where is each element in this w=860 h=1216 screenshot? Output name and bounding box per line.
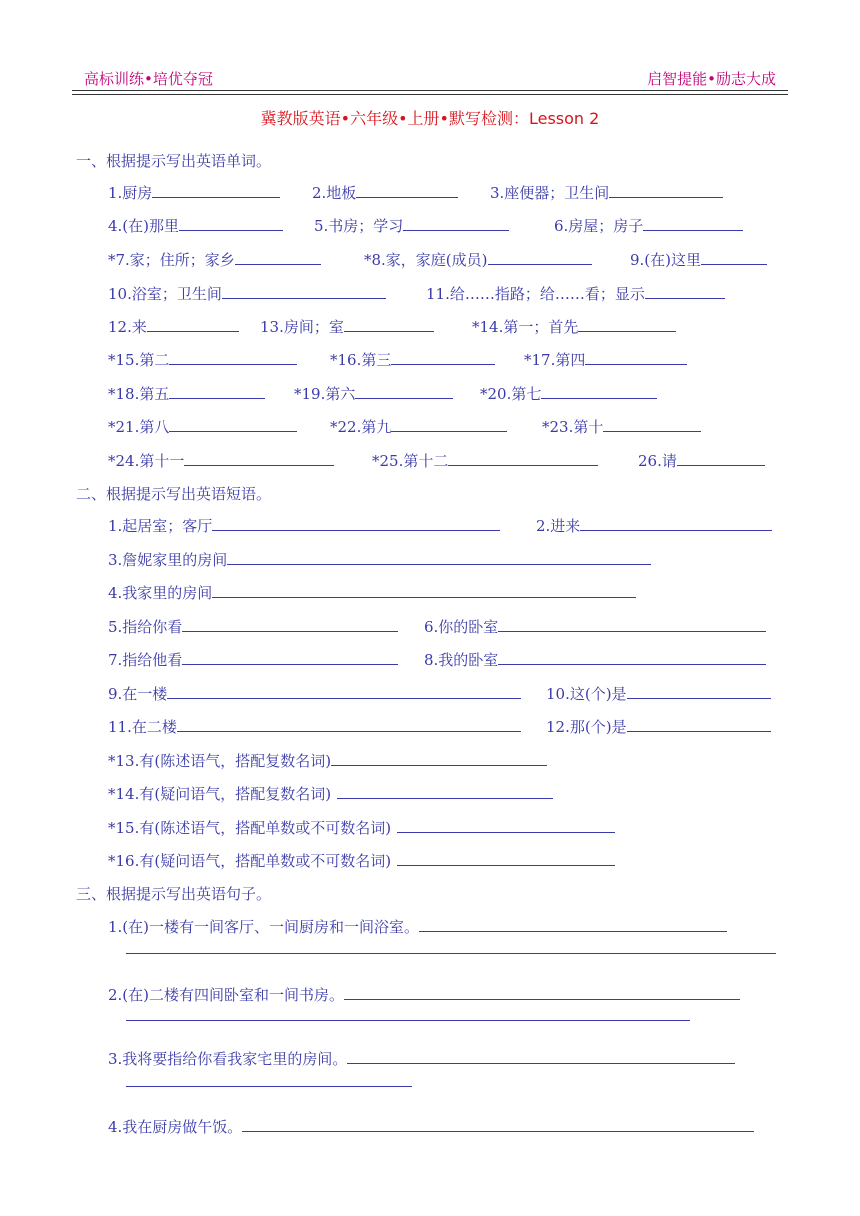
answer-blank[interactable] xyxy=(645,283,725,299)
answer-blank[interactable] xyxy=(177,716,521,732)
answer-blank[interactable] xyxy=(337,783,553,799)
answer-blank[interactable] xyxy=(488,249,592,265)
header-rule-thick xyxy=(72,90,788,91)
answer-blank[interactable] xyxy=(169,416,297,432)
word-item: *8.家，家庭(成员) xyxy=(364,249,592,271)
answer-blank[interactable] xyxy=(167,683,521,699)
phrase-item: 9.在一楼 xyxy=(108,683,521,705)
word-item: *16.第三 xyxy=(330,349,495,371)
sentence-item: 4.我在厨房做午饭。 xyxy=(108,1116,754,1138)
answer-continuation-line[interactable] xyxy=(126,1084,412,1087)
word-item: 13.房间；室 xyxy=(260,316,434,338)
answer-blank[interactable] xyxy=(347,1048,735,1064)
answer-blank[interactable] xyxy=(498,616,766,632)
answer-blank[interactable] xyxy=(235,249,321,265)
phrase-item: *15.有(陈述语气，搭配单数或不可数名词) xyxy=(108,817,615,839)
word-item: 4.(在)那里 xyxy=(108,215,283,237)
answer-blank[interactable] xyxy=(701,249,767,265)
word-item: *15.第二 xyxy=(108,349,297,371)
word-item: 3.座便器；卫生间 xyxy=(490,182,723,204)
sentence-item: 2.(在)二楼有四间卧室和一间书房。 xyxy=(108,984,740,1006)
answer-blank[interactable] xyxy=(397,817,615,833)
word-item: *25.第十二 xyxy=(372,450,598,472)
phrase-item: 5.指给你看 xyxy=(108,616,398,638)
word-item: *23.第十 xyxy=(542,416,701,438)
answer-blank[interactable] xyxy=(184,450,334,466)
word-item: *22.第九 xyxy=(330,416,507,438)
answer-blank[interactable] xyxy=(179,215,283,231)
word-item: 12.来 xyxy=(108,316,239,338)
answer-blank[interactable] xyxy=(391,416,507,432)
answer-blank[interactable] xyxy=(397,850,615,866)
section3-heading: 三、根据提示写出英语句子。 xyxy=(76,885,272,903)
word-item: *24.第十一 xyxy=(108,450,334,472)
word-item: 9.(在)这里 xyxy=(630,249,767,271)
answer-continuation-line[interactable] xyxy=(126,1018,690,1021)
answer-blank[interactable] xyxy=(448,450,598,466)
answer-blank[interactable] xyxy=(403,215,509,231)
word-item: *21.第八 xyxy=(108,416,297,438)
phrase-item: 11.在二楼 xyxy=(108,716,521,738)
phrase-item: 12.那(个)是 xyxy=(546,716,771,738)
word-item: *14.第一；首先 xyxy=(472,316,676,338)
answer-blank[interactable] xyxy=(580,515,772,531)
phrase-item: 7.指给他看 xyxy=(108,649,398,671)
word-item: 1.厨房 xyxy=(108,182,280,204)
answer-blank[interactable] xyxy=(212,582,636,598)
answer-blank[interactable] xyxy=(498,649,766,665)
section2-heading: 二、根据提示写出英语短语。 xyxy=(76,485,272,503)
answer-blank[interactable] xyxy=(222,283,386,299)
phrase-item: 8.我的卧室 xyxy=(424,649,766,671)
answer-blank[interactable] xyxy=(627,683,771,699)
answer-blank[interactable] xyxy=(147,316,239,332)
answer-blank[interactable] xyxy=(344,984,740,1000)
answer-blank[interactable] xyxy=(627,716,771,732)
answer-blank[interactable] xyxy=(182,649,398,665)
answer-blank[interactable] xyxy=(677,450,765,466)
phrase-item: 10.这(个)是 xyxy=(546,683,771,705)
answer-blank[interactable] xyxy=(355,383,453,399)
phrase-item: 2.进来 xyxy=(536,515,772,537)
section1-heading: 一、根据提示写出英语单词。 xyxy=(76,152,272,170)
word-item: 5.书房；学习 xyxy=(314,215,509,237)
answer-blank[interactable] xyxy=(242,1116,754,1132)
answer-blank[interactable] xyxy=(419,916,727,932)
answer-blank[interactable] xyxy=(603,416,701,432)
word-item: *18.第五 xyxy=(108,383,265,405)
answer-blank[interactable] xyxy=(227,549,651,565)
answer-blank[interactable] xyxy=(182,616,398,632)
answer-blank[interactable] xyxy=(585,349,687,365)
word-item: *17.第四 xyxy=(524,349,687,371)
header-left-slogan: 高标训练•培优夺冠 xyxy=(84,70,213,88)
answer-blank[interactable] xyxy=(169,383,265,399)
answer-blank[interactable] xyxy=(169,349,297,365)
header-rule-thin xyxy=(72,94,788,95)
phrase-item: 6.你的卧室 xyxy=(424,616,766,638)
page-title: 冀教版英语•六年级•上册•默写检测：Lesson 2 xyxy=(260,109,600,128)
answer-blank[interactable] xyxy=(643,215,743,231)
word-item: 10.浴室；卫生间 xyxy=(108,283,386,305)
answer-blank[interactable] xyxy=(344,316,434,332)
word-item: 11.给……指路；给……看；显示 xyxy=(426,283,725,305)
word-item: *7.家；住所；家乡 xyxy=(108,249,321,271)
phrase-item: 3.詹妮家里的房间 xyxy=(108,549,651,571)
answer-blank[interactable] xyxy=(152,182,280,198)
sentence-item: 3.我将要指给你看我家宅里的房间。 xyxy=(108,1048,735,1070)
phrase-item: *14.有(疑问语气，搭配复数名词) xyxy=(108,783,553,805)
answer-continuation-line[interactable] xyxy=(126,951,776,954)
sentence-item: 1.(在)一楼有一间客厅、一间厨房和一间浴室。 xyxy=(108,916,727,938)
answer-blank[interactable] xyxy=(212,515,500,531)
phrase-item: 4.我家里的房间 xyxy=(108,582,636,604)
word-item: *20.第七 xyxy=(480,383,657,405)
answer-blank[interactable] xyxy=(578,316,676,332)
header-right-slogan: 启智提能•励志大成 xyxy=(647,70,776,88)
answer-blank[interactable] xyxy=(331,750,547,766)
word-item: 2.地板 xyxy=(312,182,458,204)
answer-blank[interactable] xyxy=(356,182,458,198)
answer-blank[interactable] xyxy=(609,182,723,198)
word-item: 6.房屋；房子 xyxy=(554,215,743,237)
word-item: *19.第六 xyxy=(294,383,453,405)
phrase-item: 1.起居室；客厅 xyxy=(108,515,500,537)
word-item: 26.请 xyxy=(638,450,765,472)
phrase-item: *16.有(疑问语气，搭配单数或不可数名词) xyxy=(108,850,615,872)
answer-blank[interactable] xyxy=(391,349,495,365)
answer-blank[interactable] xyxy=(541,383,657,399)
phrase-item: *13.有(陈述语气，搭配复数名词) xyxy=(108,750,547,772)
